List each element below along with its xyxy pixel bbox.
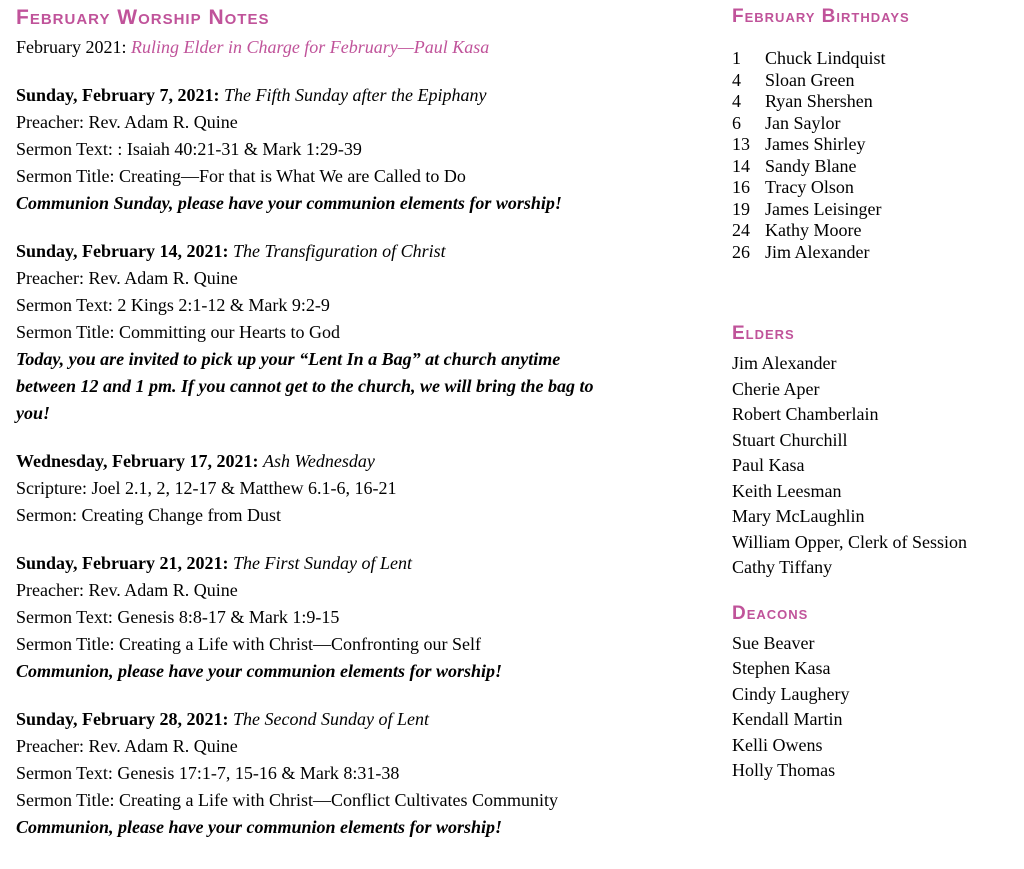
deacons-list (732, 631, 1018, 784)
birthday-day: 24 (732, 220, 750, 240)
deacon-name: Kelli Owens (732, 734, 823, 755)
service-detail-line: Sermon Text: Genesis 17:1-7, 15-16 & Mark 8:31-38 (16, 763, 400, 783)
service-note: Communion, please have your communion elements for worship! (16, 661, 503, 681)
birthday-row (732, 177, 1018, 199)
elder-name: William Opper, Clerk of Session (732, 531, 968, 552)
service-detail-line: Sermon: Creating Change from Dust (16, 505, 281, 525)
birthday-day: 13 (732, 134, 750, 154)
worship-notes-section (16, 6, 616, 841)
ruling-elder-note: Ruling Elder in Charge for February—Paul Kasa (130, 37, 490, 57)
elders-title: Elders (732, 323, 795, 344)
deacon-name: Holly Thomas (732, 760, 836, 780)
service-detail-line: Scripture: Joel 2.1, 2, 12-17 & Matthew 6.1-6, 16-21 (16, 478, 397, 498)
elder-name: Stuart Churchill (732, 429, 848, 450)
intro-prefix: February 2021: (16, 37, 131, 57)
birthday-day: 16 (732, 177, 750, 197)
service-detail-line: Sermon Text: Genesis 8:8-17 & Mark 1:9-15 (16, 607, 340, 627)
elder-name: Keith Leesman (732, 480, 842, 501)
service-detail-line: Preacher: Rev. Adam R. Quine (16, 268, 238, 288)
service-detail-line: Preacher: Rev. Adam R. Quine (16, 736, 238, 756)
service-date-line (16, 706, 616, 733)
birthday-day: 4 (732, 91, 741, 111)
birthday-name: Sloan Green (765, 69, 855, 90)
service-detail-line: Sermon Title: Creating a Life with Christ—Confronting our Self (16, 634, 481, 654)
birthday-name: Sandy Blane (765, 155, 857, 176)
service-date: Sunday, February 14, 2021: (16, 241, 234, 261)
birthday-name: James Leisinger (765, 198, 882, 219)
birthday-row (732, 48, 1018, 70)
birthday-day: 26 (732, 241, 750, 262)
birthday-list (732, 48, 1018, 263)
birthday-day: 4 (732, 69, 741, 90)
birthday-row (732, 113, 1018, 135)
service-detail-line: Sermon Title: Creating a Life with Christ—Conflict Cultivates Community (16, 790, 558, 810)
service-detail-line: Sermon Title: Creating—For that is What We are Called to Do (16, 166, 466, 186)
service-date: Sunday, February 7, 2021: (16, 85, 225, 105)
elder-name: Jim Alexander (732, 353, 837, 373)
service-date-line (16, 82, 616, 109)
service-block (16, 238, 616, 427)
birthday-name: Jan Saylor (765, 112, 841, 133)
birthday-row (732, 156, 1018, 178)
birthday-row (732, 134, 1018, 156)
service-subtitle: The Second Sunday of Lent (233, 709, 430, 729)
service-date: Sunday, February 28, 2021: (16, 709, 234, 729)
intro-line (16, 34, 616, 61)
birthday-name: Chuck Lindquist (765, 48, 886, 68)
service-subtitle: The Fifth Sunday after the Epiphany (224, 85, 487, 105)
deacon-name: Kendall Martin (732, 709, 843, 729)
birthday-day: 1 (732, 48, 741, 68)
service-block (16, 448, 616, 529)
page-title: February Worship Notes (16, 6, 270, 29)
service-subtitle: The First Sunday of Lent (233, 553, 413, 573)
elder-name: Cathy Tiffany (732, 557, 833, 577)
service-note: Today, you are invited to pick up your “Lent In a Bag” at church anytime between 12 and 1 pm. If you cannot get to the church, we will bring the bag to you! (16, 349, 594, 423)
birthday-name: Ryan Shershen (765, 91, 873, 111)
birthday-name: James Shirley (765, 134, 866, 154)
service-date: Wednesday, February 17, 2021: (16, 451, 264, 471)
service-block (16, 82, 616, 217)
service-block (16, 706, 616, 841)
birthday-day: 19 (732, 198, 750, 219)
elder-name: Cherie Aper (732, 378, 820, 399)
service-detail-line: Sermon Text: : Isaiah 40:21-31 & Mark 1:29-39 (16, 139, 362, 159)
service-detail-line: Preacher: Rev. Adam R. Quine (16, 112, 238, 132)
service-detail-line: Sermon Text: 2 Kings 2:1-12 & Mark 9:2-9 (16, 295, 330, 315)
elder-name: Paul Kasa (732, 455, 805, 475)
service-date-line (16, 238, 616, 265)
service-note: Communion Sunday, please have your communion elements for worship! (16, 193, 562, 213)
deacon-name: Cindy Laughery (732, 683, 850, 704)
birthdays-title: February Birthdays (732, 6, 910, 27)
birthday-day: 6 (732, 112, 741, 133)
service-date: Sunday, February 21, 2021: (16, 553, 234, 573)
deacons-title: Deacons (732, 602, 809, 624)
service-date-line (16, 448, 616, 475)
sidebar-column (732, 6, 1018, 784)
deacon-name: Sue Beaver (732, 632, 815, 653)
elders-section (732, 323, 1018, 581)
service-detail-line: Preacher: Rev. Adam R. Quine (16, 580, 238, 600)
elders-list (732, 351, 1018, 581)
birthday-name: Kathy Moore (765, 220, 862, 240)
elder-name: Mary McLaughlin (732, 506, 865, 526)
birthday-row (732, 242, 1018, 264)
birthday-row (732, 220, 1018, 242)
deacons-section (732, 603, 1018, 784)
service-block (16, 550, 616, 685)
birthday-name: Jim Alexander (765, 241, 870, 262)
service-detail-line: Sermon Title: Committing our Hearts to God (16, 322, 341, 342)
elder-name: Robert Chamberlain (732, 404, 879, 424)
birthday-day: 14 (732, 155, 750, 176)
service-subtitle: Ash Wednesday (263, 451, 375, 471)
service-date-line (16, 550, 616, 577)
service-note: Communion, please have your communion elements for worship! (16, 817, 503, 837)
birthday-row (732, 199, 1018, 221)
birthdays-section (732, 6, 1018, 263)
birthday-row (732, 70, 1018, 92)
service-subtitle: The Transfiguration of Christ (233, 241, 446, 261)
deacon-name: Stephen Kasa (732, 658, 831, 678)
birthday-name: Tracy Olson (765, 177, 854, 197)
birthday-row (732, 91, 1018, 113)
